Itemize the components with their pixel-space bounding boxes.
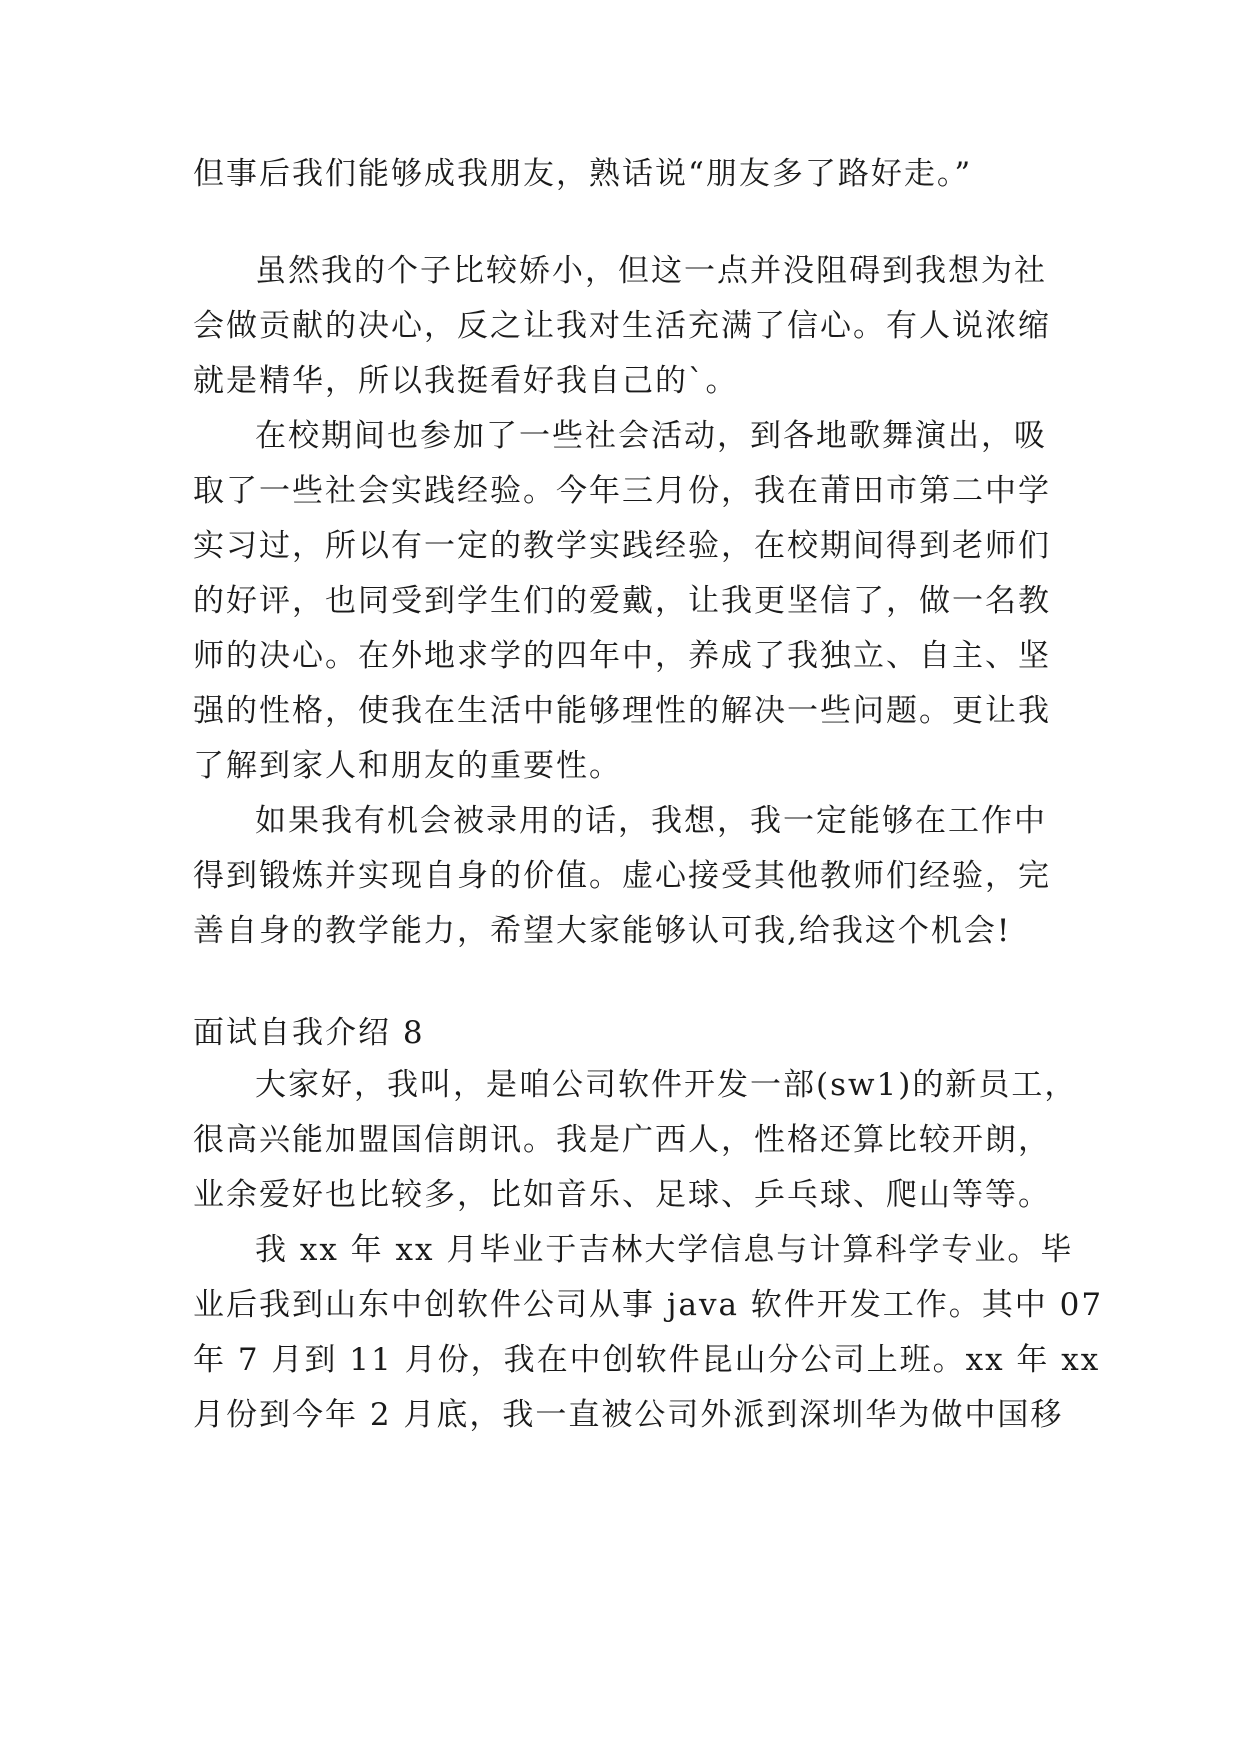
paragraph-line: 的好评，也同受到学生们的爱戴，让我更坚信了，做一名教 xyxy=(193,583,1051,619)
paragraph-line: 业后我到山东中创软件公司从事 java 软件开发工作。其中 07 xyxy=(193,1287,1104,1323)
paragraph-line: 如果我有机会被录用的话，我想，我一定能够在工作中 xyxy=(255,803,1047,839)
paragraph-line: 但事后我们能够成我朋友，熟话说“朋友多了路好走。” xyxy=(193,156,973,192)
paragraph-line: 取了一些社会实践经验。今年三月份，我在莆田市第二中学 xyxy=(193,473,1051,509)
paragraph-line: 我 xx 年 xx 月毕业于吉林大学信息与计算科学专业。毕 xyxy=(255,1232,1074,1268)
paragraph-line: 实习过，所以有一定的教学实践经验，在校期间得到老师们 xyxy=(193,528,1051,564)
paragraph-line: 业余爱好也比较多，比如音乐、足球、乒乓球、爬山等等。 xyxy=(193,1177,1051,1213)
paragraph-line: 得到锻炼并实现自身的价值。虚心接受其他教师们经验，完 xyxy=(193,858,1051,894)
paragraph-line: 很高兴能加盟国信朗讯。我是广西人，性格还算比较开朗， xyxy=(193,1122,1051,1158)
section-heading: 面试自我介绍 8 xyxy=(193,1015,425,1051)
paragraph-line: 会做贡献的决心，反之让我对生活充满了信心。有人说浓缩 xyxy=(193,308,1051,344)
paragraph-line: 善自身的教学能力，希望大家能够认可我,给我这个机会! xyxy=(193,913,1012,949)
paragraph-line: 月份到今年 2 月底，我一直被公司外派到深圳华为做中国移 xyxy=(193,1397,1064,1433)
paragraph-line: 虽然我的个子比较娇小，但这一点并没阻碍到我想为社 xyxy=(255,253,1047,289)
paragraph-line: 年 7 月到 11 月份，我在中创软件昆山分公司上班。xx 年 xx xyxy=(193,1342,1101,1378)
paragraph-line: 强的性格，使我在生活中能够理性的解决一些问题。更让我 xyxy=(193,693,1051,729)
paragraph-line: 大家好，我叫，是咱公司软件开发一部(sw1)的新员工， xyxy=(255,1067,1078,1103)
paragraph-line: 师的决心。在外地求学的四年中，养成了我独立、自主、坚 xyxy=(193,638,1051,674)
paragraph-line: 就是精华，所以我挺看好我自己的`。 xyxy=(193,363,739,399)
paragraph-line: 了解到家人和朋友的重要性。 xyxy=(193,748,622,784)
paragraph-line: 在校期间也参加了一些社会活动，到各地歌舞演出，吸 xyxy=(255,418,1047,454)
